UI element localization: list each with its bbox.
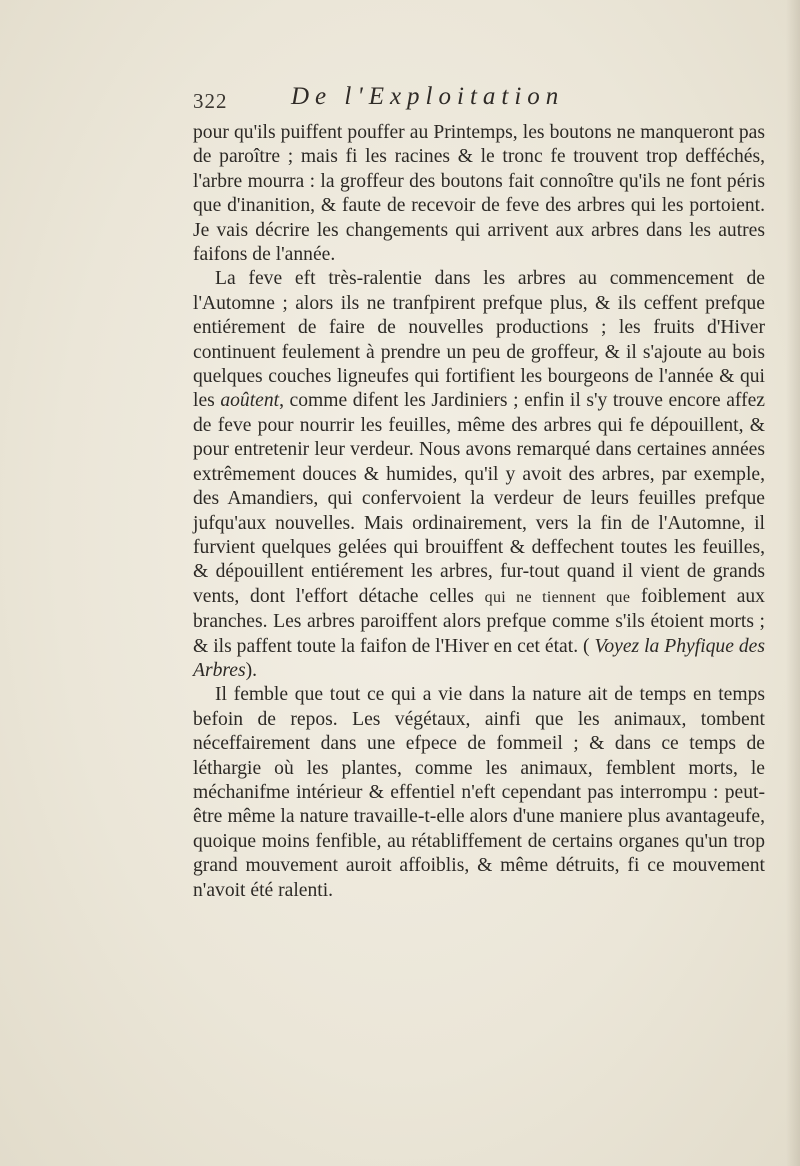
italic-term-aoutent: aoûtent xyxy=(220,390,280,412)
running-title: De l'Exploitation xyxy=(291,83,565,110)
running-head xyxy=(193,83,733,123)
paragraph-autumn-text-4: ). xyxy=(245,659,258,681)
paragraph-autumn-text-2: , comme difent les Jardiniers ; enfin il s'y trouve encore affez de feve pour nourrir les feuilles, même des arbres qui fe dépouillent, & pour entretenir leur verdeur. Nous avons remarqué dans certaines années extrêmement douces & humides, qu'il y avoit des arbres, par exemple, des Amandiers, qui confervoient la verdeur de leurs feuilles prefque jufqu'aux nouvelles. Mais ordinairement, vers la fin de l'Automne, il furvient quelques gelées qui brouiffent & deffechent toutes les feuilles, & dépouillent entiérement les arbres, fur-tout quand il vient de grands vents, dont l'effort détache celles xyxy=(193,390,765,607)
paragraph-continued: pour qu'ils puiffent pouffer au Printemps, les boutons ne manqueront pas de paroître ; mais fi les racines & le tronc fe trouvent trop defféchés, l'arbre mourra : la groffeur des boutons fait connoître qu'ils ne font péris que d'inanition, & faute de recevoir de feve des arbres qui les portoient. Je vais décrire les changements qui arrivent aux arbres dans les autres faifons de l'année. xyxy=(193,122,765,266)
body-text xyxy=(193,121,765,903)
paragraph-rest: Il femble que tout ce qui a vie dans la nature ait de temps en temps befoin de repos. Les végétaux, ainfi que les animaux, tombent néceffairement dans une efpece de fommeil ; & dans ce temps de léthargie où les plantes, comme les animaux, femblent morts, le méchanifme intérieur & effentiel n'eft cependant pas interrompu : peut-être même la nature travaille-t-elle alors d'une maniere plus avantageufe, quoique moins fenfible, au rétabliffement de certains organes qu'un trop grand mouvement auroit affoiblis, & même détruits, fi ce mouvement n'avoit été ralenti. xyxy=(193,684,765,901)
page-number: 322 xyxy=(193,89,228,113)
paragraph-autumn xyxy=(193,267,765,683)
page-edge-shadow xyxy=(786,0,800,1166)
paragraph-autumn-text-3: foiblement aux branches. Les arbres paroiffent alors prefque comme s'ils étoient morts ; & ils paffent toute la faifon de l'Hiver en cet état. ( xyxy=(193,585,765,657)
paragraph-autumn-text-1: La feve eft très-ralentie dans les arbres au commencement de l'Automne ; alors ils ne tranfpirent prefque plus, & ils ceffent prefque entiérement de faire de nouvelles productions ; les fruits d'Hiver continuent feulement à prendre un peu de groffeur, & il s'ajoute au bois quelques couches ligneufes qui fortifient les bourgeons de l'année & qui les xyxy=(193,268,765,412)
paragraph-autumn-small-text: qui ne tiennent que xyxy=(484,588,631,606)
italic-reference: Voyez la Phyfique des Arbres xyxy=(193,635,765,681)
